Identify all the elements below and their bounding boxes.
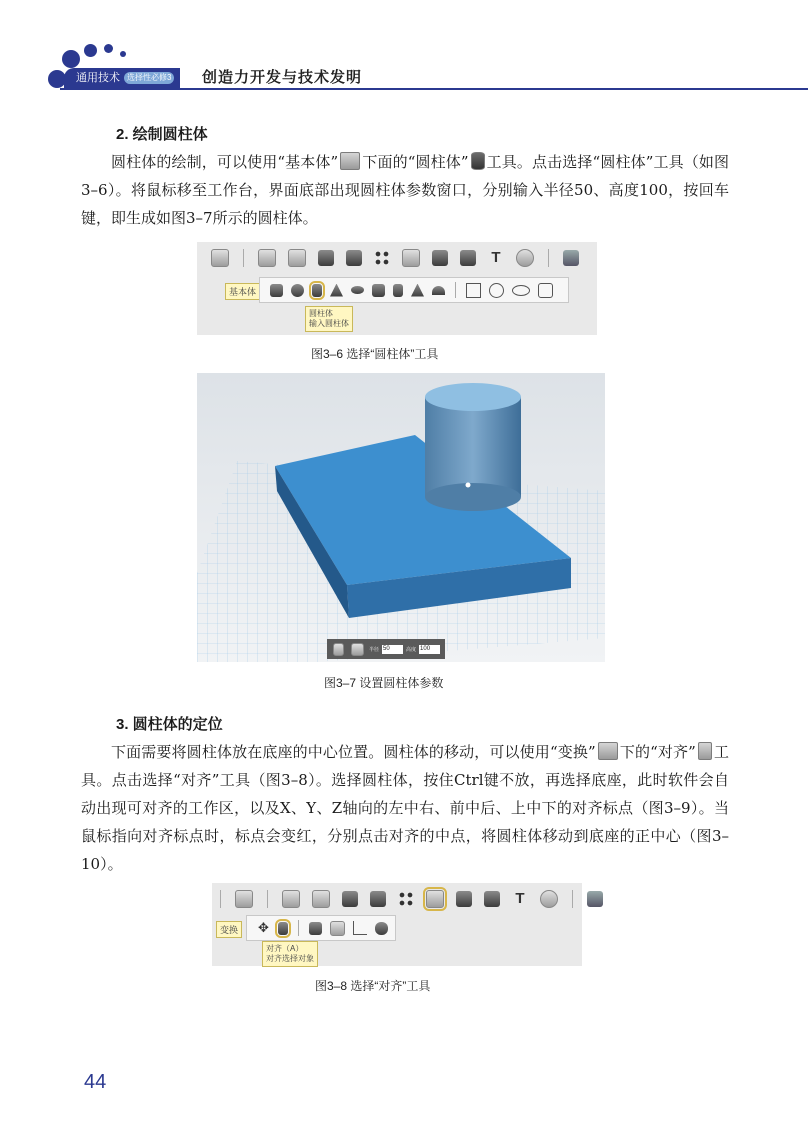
paragraph-text: 下面需要将圆柱体放在底座的中心位置。圆柱体的移动，可以使用“变换”	[111, 743, 596, 761]
book-title: 创造力开发与技术发明	[202, 69, 363, 86]
section-heading: 3. 圆柱体的定位	[116, 716, 223, 733]
measure-icon[interactable]	[484, 891, 500, 907]
group-label: 变换	[216, 921, 242, 938]
paragraph-text: 工具。点击选择“圆柱体”工具（如图3–6）。将鼠标移至工作台，界面底部出现圆柱体参数窗口，分别输入半径50、高度100，按回车键，即生成如图3–7所示的圆柱体。	[81, 153, 729, 227]
text-icon[interactable]: T	[491, 249, 501, 266]
series-label	[64, 68, 180, 88]
transform-icon[interactable]	[426, 890, 444, 908]
ellipse-icon[interactable]	[512, 285, 530, 296]
pyramid-icon[interactable]	[411, 284, 424, 297]
transform-icon	[598, 742, 618, 760]
paragraph-text: 工具。点击选择“对齐”工具（图3–8）。选择圆柱体，按住Ctrl键不放，再选择底座，此时软件会自动出现可对齐的工作区，以及X、Y、Z轴向的左中右、前中后、上中下的对齐标点（图3–9）。当鼠标指向对齐标点时，标点会变红，分别点击对齐的中点，将圆柱体移动到底座的正中心（图3–10）。	[81, 743, 729, 873]
new-shape-icon[interactable]	[211, 249, 229, 267]
section-heading: 2. 绘制圆柱体	[116, 126, 208, 143]
series-label-text: 通用技术	[76, 72, 120, 84]
sphere-icon[interactable]	[291, 284, 304, 297]
toolbar-divider	[243, 249, 244, 267]
header-dot-medium	[84, 44, 97, 57]
page-number: 44	[84, 1071, 107, 1093]
pattern-icon[interactable]	[374, 250, 390, 266]
header-rule	[60, 88, 808, 90]
circle-icon[interactable]	[489, 283, 504, 298]
figure-toolbar-cylinder	[197, 242, 597, 335]
pattern-icon[interactable]	[398, 891, 414, 907]
header-dot-small	[104, 44, 113, 53]
paragraph-text: 下面的“圆柱体”	[362, 153, 469, 171]
box-icon[interactable]	[270, 284, 283, 297]
edit-shape-icon[interactable]	[318, 250, 334, 266]
tooltip-title: 对齐（A）	[266, 944, 304, 953]
new-shape-icon[interactable]	[235, 890, 253, 908]
basic-shape-icon[interactable]	[258, 249, 276, 267]
align-icon[interactable]	[278, 922, 288, 935]
combine-icon[interactable]	[432, 250, 448, 266]
modify-icon[interactable]	[346, 250, 362, 266]
submenu-divider	[455, 282, 456, 298]
center-marker	[466, 483, 471, 488]
measure-icon[interactable]	[460, 250, 476, 266]
main-toolbar	[220, 884, 609, 914]
edit-shape-icon[interactable]	[342, 891, 358, 907]
tooltip-description: 对齐选择对象	[266, 954, 314, 963]
basic-shape-icon[interactable]	[282, 890, 300, 908]
header-dot-tiny	[120, 51, 126, 57]
figure-toolbar-align	[212, 883, 582, 966]
cone-icon[interactable]	[330, 284, 343, 297]
scale-icon[interactable]	[309, 922, 322, 935]
figure-3d-viewport	[197, 373, 605, 662]
tooltip-description: 输入圆柱体	[309, 319, 349, 328]
toolbar-divider	[548, 249, 549, 267]
link-icon[interactable]	[375, 922, 388, 935]
workspace-scene	[197, 373, 605, 662]
header-dot-large	[62, 50, 80, 68]
cylinder-bottom	[425, 483, 521, 511]
polygon-icon[interactable]	[538, 283, 553, 298]
toolbar-divider	[267, 890, 268, 908]
combine-icon[interactable]	[456, 891, 472, 907]
radius-input[interactable]: 50	[382, 645, 403, 654]
material-icon[interactable]	[587, 891, 603, 907]
sketch-icon[interactable]	[312, 890, 330, 908]
snap-icon[interactable]	[516, 249, 534, 267]
rectangle-icon[interactable]	[466, 283, 481, 298]
transform-submenu	[246, 915, 396, 941]
cylinder-tooltip	[305, 306, 353, 332]
cylinder-body	[425, 397, 521, 497]
cylinder-parameter-bar	[327, 639, 445, 659]
hemisphere-icon[interactable]	[432, 286, 445, 295]
figure-caption: 图3–6 选择“圆柱体”工具	[311, 347, 439, 361]
basic-shape-submenu	[259, 277, 569, 303]
basic-shape-icon	[340, 152, 360, 170]
cylinder-icon[interactable]	[312, 284, 322, 297]
align-tooltip	[262, 941, 318, 967]
tooltip-title: 圆柱体	[309, 309, 333, 318]
material-icon[interactable]	[563, 250, 579, 266]
text-icon[interactable]: T	[515, 890, 525, 907]
paragraph	[81, 148, 729, 232]
torus-icon[interactable]	[351, 286, 364, 294]
mirror-icon[interactable]	[353, 921, 367, 935]
align-icon	[698, 742, 712, 760]
paragraph	[81, 738, 729, 878]
cylinder-top	[425, 383, 521, 411]
confirm-icon[interactable]	[351, 643, 364, 656]
submenu-divider	[298, 920, 299, 936]
rotate-icon[interactable]	[330, 921, 345, 936]
toolbar-divider	[220, 890, 221, 908]
move-icon[interactable]: ✥	[258, 920, 269, 936]
main-toolbar	[205, 243, 585, 273]
cylinder-icon	[471, 152, 485, 170]
paragraph-text: 下的“对齐”	[619, 743, 696, 761]
figure-caption: 图3–8 选择“对齐”工具	[315, 979, 431, 993]
sketch-icon[interactable]	[288, 249, 306, 267]
cylinder-icon	[333, 643, 344, 656]
modify-icon[interactable]	[370, 891, 386, 907]
group-label: 基本体	[225, 283, 260, 300]
snap-icon[interactable]	[540, 890, 558, 908]
toolbar-divider	[572, 890, 573, 908]
height-input[interactable]: 100	[419, 645, 440, 654]
series-sub-badge: 选择性必修3	[124, 72, 174, 84]
transform-icon[interactable]	[402, 249, 420, 267]
wedge-icon[interactable]	[372, 284, 385, 297]
radius-label: 半径	[369, 646, 380, 653]
paragraph-text: 圆柱体的绘制，可以使用“基本体”	[111, 153, 339, 171]
ellipsoid-icon[interactable]	[393, 284, 403, 297]
height-label: 高度	[406, 646, 417, 653]
figure-caption: 图3–7 设置圆柱体参数	[324, 676, 444, 690]
